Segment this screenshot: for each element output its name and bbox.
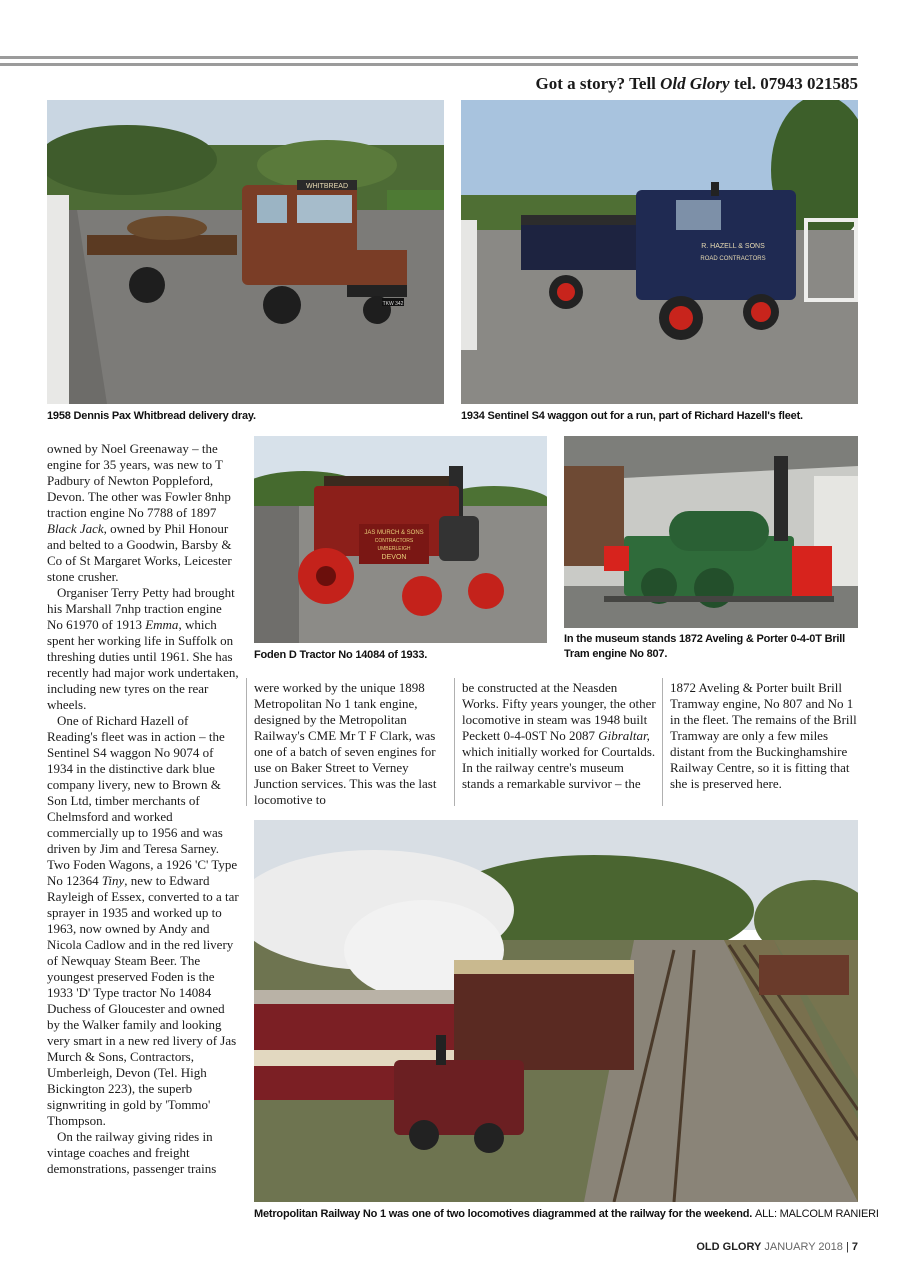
photo-sentinel-waggon xyxy=(461,100,858,404)
caption-sentinel: 1934 Sentinel S4 waggon out for a run, part of Richard Hazell's fleet. xyxy=(461,410,803,422)
svg-text:JAS MURCH & SONS: JAS MURCH & SONS xyxy=(364,530,424,536)
article-column-3: be constructed at the Neasden Works. Fifty years younger, the other locomotive in steam was 1948 built Peckett 0-4-0ST No 2087 Gibraltar, which initially worked for Courtalds. In the railway centre's museum stands a remarkable survivor – the xyxy=(462,680,656,791)
article-column-1: owned by Noel Greenaway – the engine for 35 years, was new to T Padbury of Newton Poppleford, Devon. The other was Fowler 8nhp traction engine No 7788 of 1897 Black Jack, owned by Phil Honour and belted to a Goodwin, Barsby & Co of St Margaret Works, Leicester stone crusher. Organiser Terry Petty had brought his Marshall 7nhp traction engine No 61970 of 1913 Emma, which spent her working life in Suffolk on threshing duties until 1961. She has recently had major work undertaken, including new tyres on the rear wheels. One of Richard Hazell of Reading's fleet was in action – the Sentinel S4 waggon No 9074 of 1934 in the distinctive dark blue company livery, new to Brown & Son Ltd, timber merchants of Chelmsford and worked commercially up to 1956 and was driven by Jim and Teresa Sarney. Two Foden Wagons, a 1926 'C' Type No 12364 Tiny, new to Edward Rayleigh of Essex, converted to a tar sprayer in 1935 and worked up to 1963, now owned by Andy and Nicola Cadlow and in the red livery of Newquay Steam Beer. The youngest preserved Foden is the 1933 'D' Type tractor No 14084 Duchess of Gloucester and owned by the Walker family and looking very smart in a new red livery of Jas Murch & Sons, Contractors, Umberleigh, Devon (Tel. High Bickington 223), the superb signwriting in gold by 'Tommo' Thompson. On the railway giving rides in vintage coaches and freight demonstrations, passenger trains xyxy=(47,441,239,1176)
caption-metropolitan: Metropolitan Railway No 1 was one of two locomotives diagrammed at the railway for the weekend. ALL: MALCOLM RANIERI xyxy=(254,1208,879,1220)
article-column-2: were worked by the unique 1898 Metropolitan No 1 tank engine, designed by the Metropolitan Railway's CME Mr T F Clark, was one of a batch of seven engines for use on Baker Street to Verney Junction services. This was the last locomotive to xyxy=(254,680,437,807)
svg-text:DEVON: DEVON xyxy=(381,554,407,561)
svg-text:TKW 342: TKW 342 xyxy=(382,301,404,307)
photo-credit: ALL: MALCOLM RANIERI xyxy=(754,1208,879,1220)
column-divider-3 xyxy=(662,678,663,806)
svg-text:ROAD CONTRACTORS: ROAD CONTRACTORS xyxy=(700,256,766,262)
svg-text:WHITBREAD: WHITBREAD xyxy=(306,183,348,190)
metro-loco xyxy=(394,1060,524,1135)
article-column-4: 1872 Aveling & Porter built Brill Tramway engine, No 807 and No 1 in the fleet. The remains of the Brill Tramway are only a few miles distant from the Buckinghamshire Railway Centre, so it is fitting that she is preserved here. xyxy=(670,680,857,791)
svg-text:CONTRACTORS: CONTRACTORS xyxy=(374,538,414,544)
tagline-magazine: Old Glory xyxy=(660,74,730,93)
header-rule-bottom xyxy=(0,63,858,66)
column-divider-1 xyxy=(246,678,247,806)
caption-aveling: In the museum stands 1872 Aveling & Porter 0-4-0T Brill Tram engine No 807. xyxy=(564,633,845,660)
page-footer: OLD GLORY JANUARY 2018 | 7 xyxy=(696,1241,858,1253)
header-tagline: Got a story? Tell Old Glory tel. 07943 021585 xyxy=(535,74,858,93)
caption-dennis: 1958 Dennis Pax Whitbread delivery dray. xyxy=(47,410,256,422)
svg-text:UMBERLEIGH: UMBERLEIGH xyxy=(377,546,411,552)
caption-foden: Foden D Tractor No 14084 of 1933. xyxy=(254,649,428,661)
photo-aveling-porter xyxy=(564,436,858,628)
photo-metropolitan-no1 xyxy=(254,820,858,1202)
photo-dennis-lorry xyxy=(47,100,444,404)
header-rule-top xyxy=(0,56,858,59)
page-number: 7 xyxy=(851,1241,858,1253)
svg-text:R. HAZELL & SONS: R. HAZELL & SONS xyxy=(701,243,765,250)
column-divider-2 xyxy=(454,678,455,806)
photo-foden-tractor xyxy=(254,436,547,643)
